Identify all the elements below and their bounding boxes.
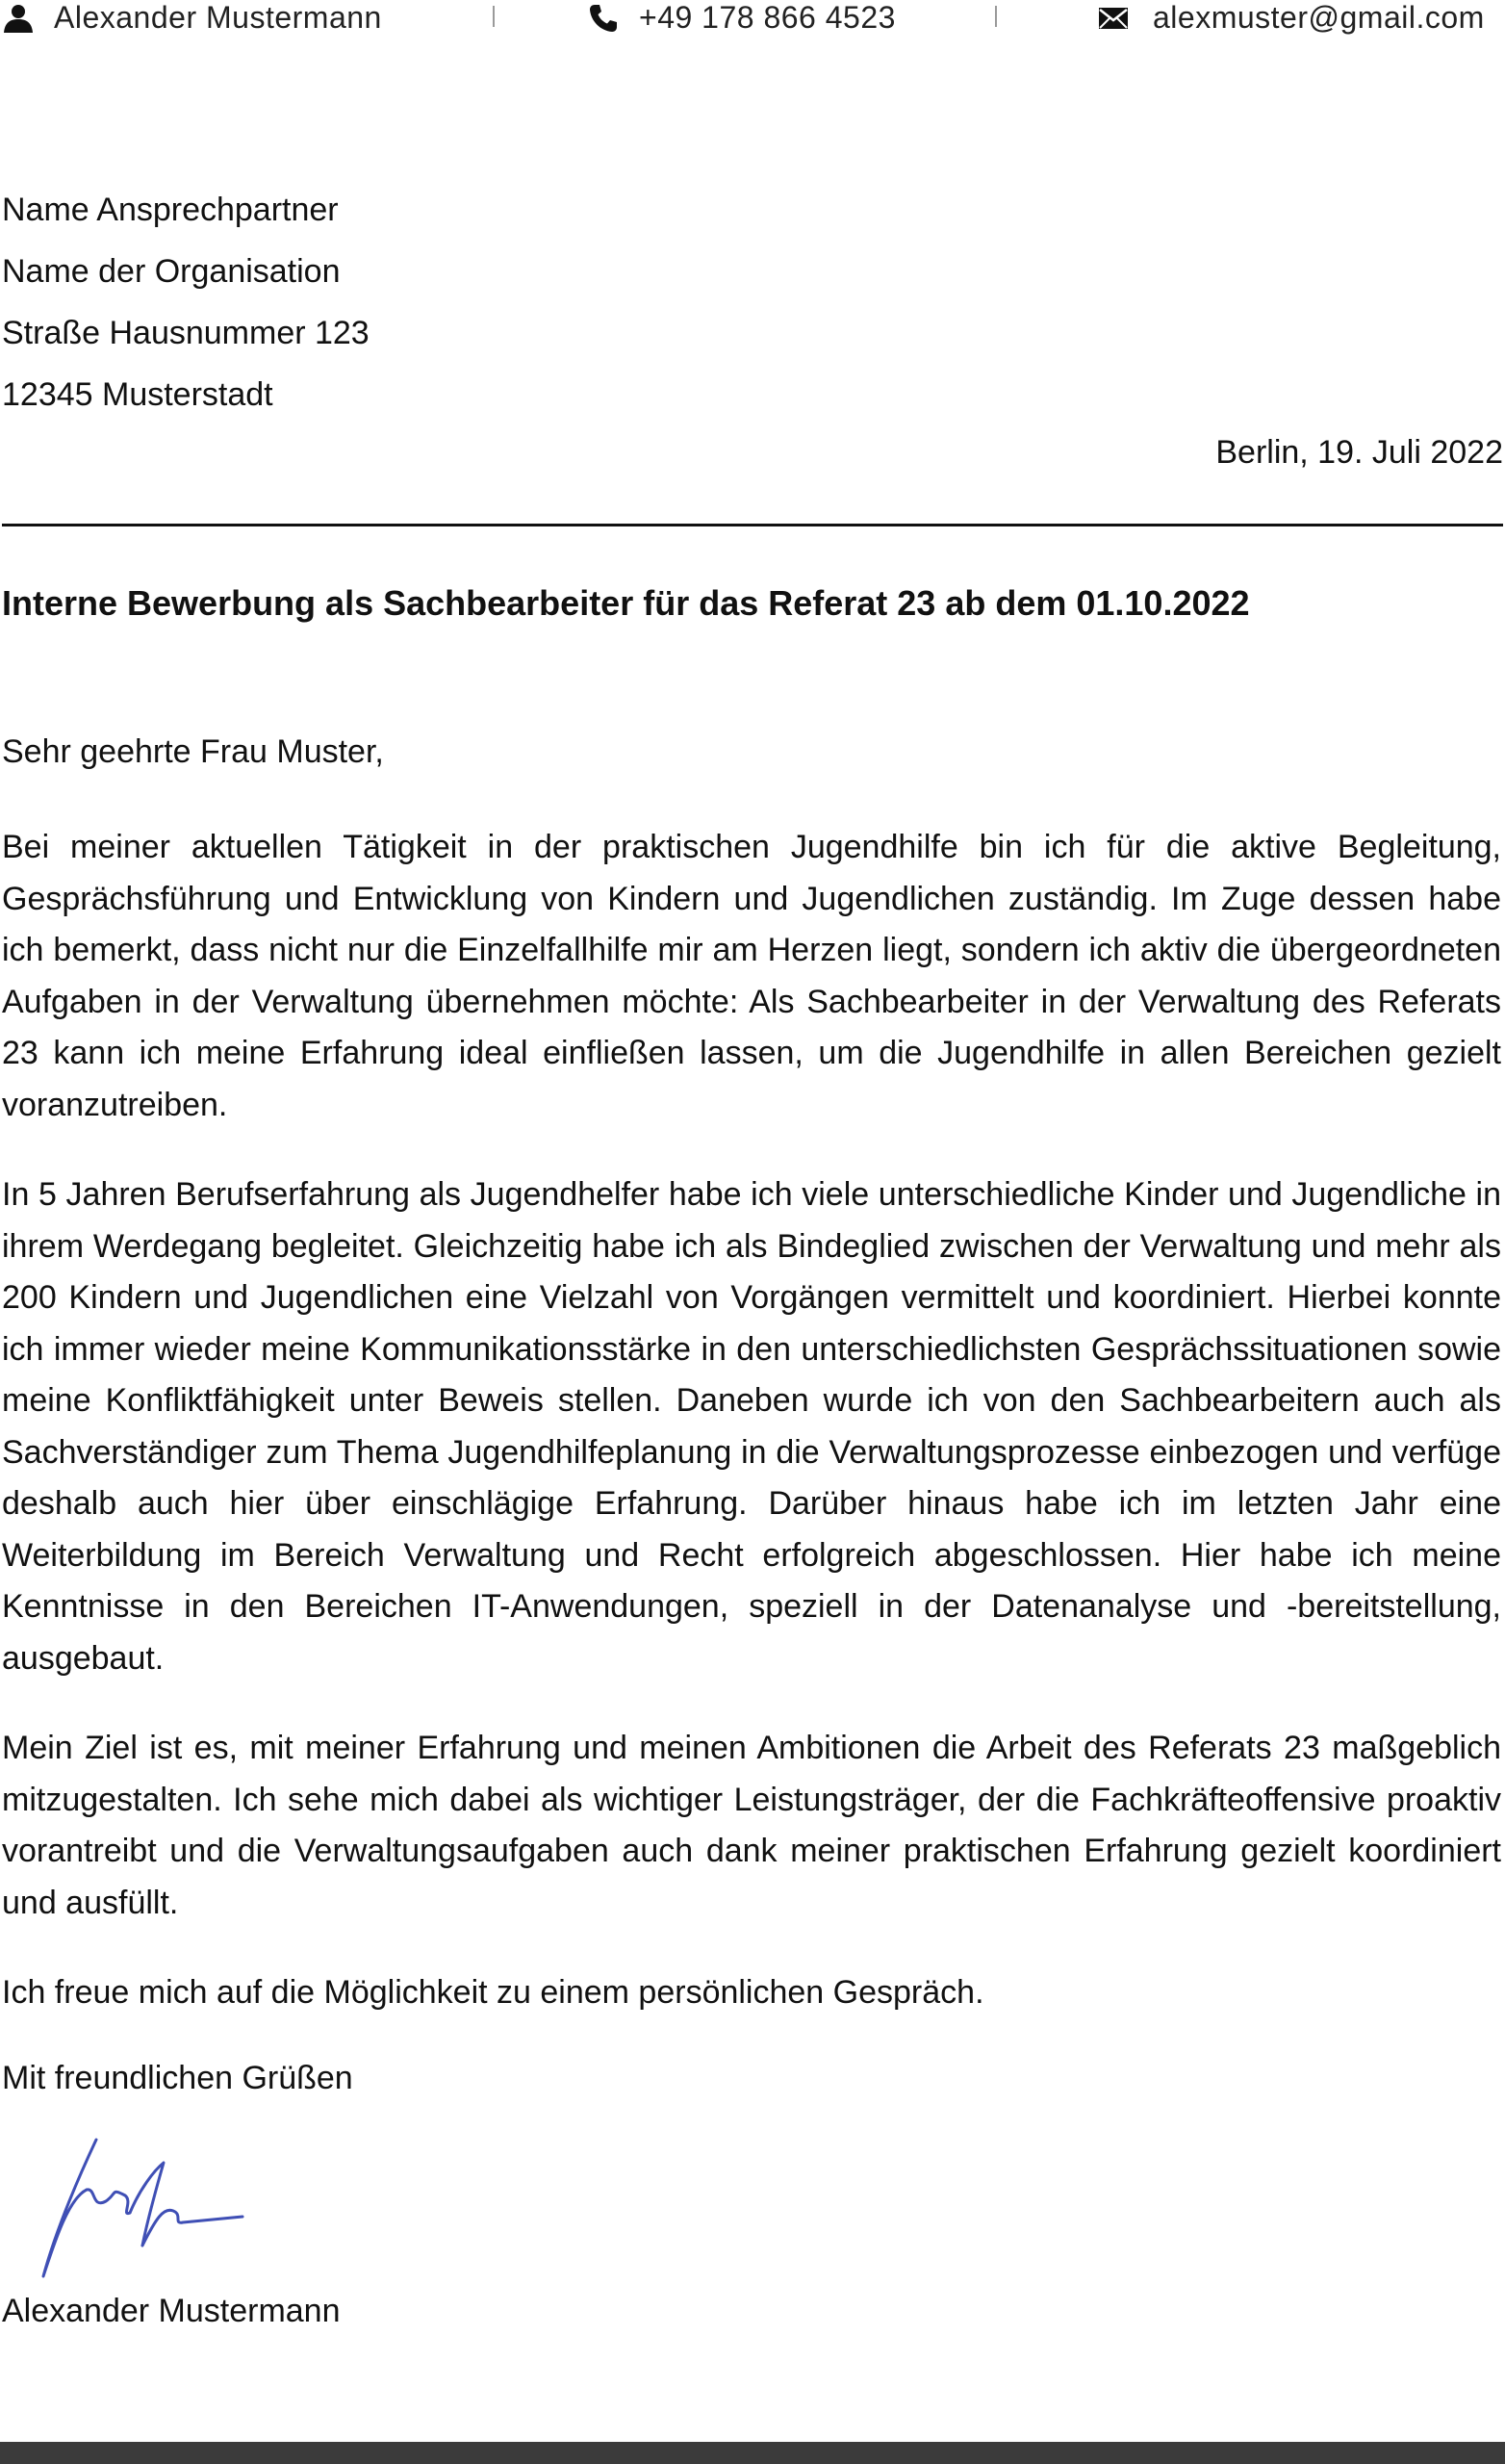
header-name: Alexander Mustermann	[54, 0, 382, 35]
recipient-organization: Name der Organisation	[2, 253, 341, 290]
body-paragraph: Mein Ziel ist es, mit meiner Erfahrung und meinen Ambitionen die Arbeit des Referats 23 maßgeblich mitzugestalten. Ich sehe mich dabei als wichtiger Leistungsträger, der die Fachkräfteoffensive proaktiv vorantreibt und die Verwaltungsaufgaben auch dank meiner praktischen Erfahrung gezielt koordiniert und ausfüllt.	[2, 1730, 1501, 1921]
recipient-city: 12345 Musterstadt	[2, 376, 273, 413]
recipient-address	[2, 179, 370, 425]
signature-name: Alexander Mustermann	[2, 2293, 341, 2329]
header-name-item	[2, 0, 382, 36]
recipient-contact: Name Ansprechpartner	[2, 192, 339, 228]
body-paragraph: Ich freue mich auf die Möglichkeit zu einem persönlichen Gespräch.	[2, 1974, 984, 2011]
divider	[2, 524, 1503, 526]
body-paragraph: In 5 Jahren Berufserfahrung als Jugendhelfer habe ich viele unterschiedliche Kinder und Jugendliche in ihrem Werdegang begleitet. Gleichzeitig habe ich als Bindeglied zwischen der Verwaltung und mehr als 200 Kindern und Jugendlichen eine Vielzahl von Vorgängen vermittelt und koordiniert. Hierbei konnte ich immer wieder meine Kommunikationsstärke in den unterschiedlichsten Gesprächssituationen sowie meine Konfliktfähigkeit unter Beweis stellen. Daneben wurde ich von den Sachbearbeitern auch als Sachverständiger zum Thema Jugendhilfeplanung in die Verwaltungsprozesse einbezogen und verfüge deshalb auch hier über einschlägige Erfahrung. Darüber hinaus habe ich im letzten Jahr eine Weiterbildung im Bereich Verwaltung und Recht erfolgreich abgeschlossen. Hier habe ich meine Kenntnisse in den Bereichen IT-Anwendungen, speziell in der Datenanalyse und -bereitstellung, ausgebaut.	[2, 1176, 1501, 1677]
recipient-street: Straße Hausnummer 123	[2, 315, 370, 351]
header-separator	[995, 6, 997, 27]
salutation: Sehr geehrte Frau Muster,	[2, 733, 384, 770]
header-phone[interactable]: +49 178 866 4523	[639, 0, 896, 35]
letter-date: Berlin, 19. Juli 2022	[1215, 434, 1503, 471]
signature-image	[29, 2132, 250, 2286]
header-email[interactable]: alexmuster@gmail.com	[1153, 0, 1485, 35]
header-phone-item	[589, 0, 896, 36]
body-paragraph: Bei meiner aktuellen Tätigkeit in der praktischen Jugendhilfe bin ich für die aktive Begleitung, Gesprächsführung und Entwicklung von Kindern und Jugendlichen zuständig. Im Zuge dessen habe ich bemerkt, dass nicht nur die Einzelfallhilfe mir am Herzen liegt, sondern ich aktiv die übergeordneten Aufgaben in der Verwaltung übernehmen möchte: Als Sachbearbeiter in der Verwaltung des Referats 23 kann ich meine Erfahrung ideal einfließen lassen, um die Jugendhilfe in allen Bereichen gezielt voranzutreiben.	[2, 829, 1501, 1123]
envelope-icon	[1099, 8, 1128, 29]
footer-bar	[0, 2442, 1505, 2464]
phone-icon	[589, 4, 618, 33]
closing: Mit freundlichen Grüßen	[2, 2060, 353, 2096]
person-icon	[2, 4, 35, 33]
contact-header	[0, 0, 1505, 38]
subject-line: Interne Bewerbung als Sachbearbeiter für das Referat 23 ab dem 01.10.2022	[2, 583, 1250, 623]
header-email-item	[1099, 0, 1485, 36]
header-separator	[493, 6, 495, 27]
